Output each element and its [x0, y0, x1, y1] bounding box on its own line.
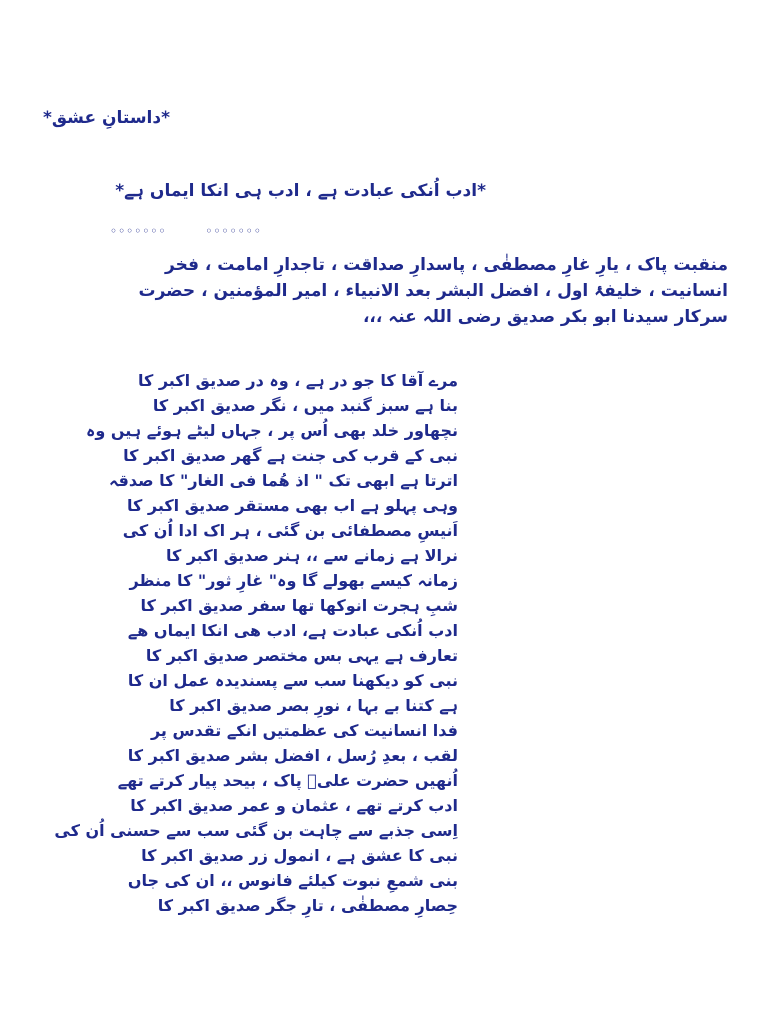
poem-line: لقب ، بعدِ رُسل ، افضل بشر صدیق اکبر کا: [127, 746, 458, 765]
intro-paragraph: [68, 252, 728, 330]
poem-line: ادب کرتے تھے ، عثمان و عمر صدیق اکبر کا: [130, 796, 458, 815]
poem-line: نبی کا عشق ہے ، انمول زر صدیق اکبر کا: [141, 846, 458, 865]
intro-line: سرکار سیدنا ابو بکر صدیق رضی اللہ عنہ ،،،: [362, 307, 728, 327]
poem-line: ادب اُنکی عبادت ہے، ادب ھی انکا ایماں ھے: [127, 621, 458, 640]
poem-line: اَنیسِ مصطفائی بن گئی ، ہر اک ادا اُن کی: [122, 521, 458, 540]
poem-title: *داستانِ عشق*: [42, 108, 170, 128]
intro-line: منقبت پاک ، یارِ غارِ مصطفٰی ، پاسدارِ صداقت ، تاجدارِ امامت ، فخر: [165, 255, 728, 275]
poem-line: ہے کتنا بے بہا ، نورِ بصر صدیق اکبر کا: [169, 696, 458, 715]
poem-line: نچھاور خلد بھی اُس پر ، جہاں لیٹے ہوئے ہیں وہ: [85, 421, 458, 440]
poem-line: حِصارِ مصطفٰی ، تارِ جگر صدیق اکبر کا: [157, 896, 458, 915]
poem-line: زمانہ کیسے بھولے گا وہ" غارِ ثور" کا منظر: [129, 571, 458, 590]
dot-group: ◦◦◦◦◦◦◦: [110, 224, 167, 238]
poem-line: نرالا ہے زمانے سے ،، ہنر صدیق اکبر کا: [165, 546, 458, 565]
motto-line: *ادب اُنکی عبادت ہے ، ادب ہی انکا ایماں ہے*: [115, 181, 486, 201]
poem-line: بنی شمعِ نبوت کیلئے فانوس ،، ان کی جاں: [127, 871, 458, 890]
poem-line: اُنھیں حضرت علیؓ پاک ، بیحد پیار کرتے تھے: [117, 771, 458, 790]
ornament-dots: [110, 224, 296, 238]
poem-line: اِسی جذبے سے چاہت بن گئی سب سے حسنی اُن کی: [54, 821, 458, 840]
poem-line: مرے آقا کا جو در ہے ، وہ در صدیق اکبر کا: [137, 371, 458, 390]
dot-group: ◦◦◦◦◦◦◦: [205, 224, 262, 238]
poem-line: وہی پہلو ہے اب بھی مستقر صدیق اکبر کا: [127, 496, 458, 515]
poem-line: نبی کے قرب کی جنت ہے گھر صدیق اکبر کا: [123, 446, 458, 465]
poem-line: اترتا ہے ابھی تک " اذ ھُما فی الغار" کا صدقہ: [108, 471, 458, 490]
poem-line: شبِ ہجرت انوکھا تھا سفر صدیق اکبر کا: [140, 596, 458, 615]
poem-line: تعارف ہے یہی بس مختصر صدیق اکبر کا: [145, 646, 458, 665]
poem-line: فدا انسانیت کی عظمتیں انکے تقدس پر: [150, 721, 458, 740]
poem-body: [54, 368, 458, 918]
poem-line: بنا ہے سبز گنبد میں ، نگر صدیق اکبر کا: [152, 396, 458, 415]
intro-line: انسانیت ، خلیفۂ اول ، افضل البشر بعد الانبیاء ، امیر المؤمنین ، حضرت: [138, 281, 728, 301]
poem-line: نبی کو دیکھنا سب سے پسندیدہ عمل ان کا: [127, 671, 458, 690]
